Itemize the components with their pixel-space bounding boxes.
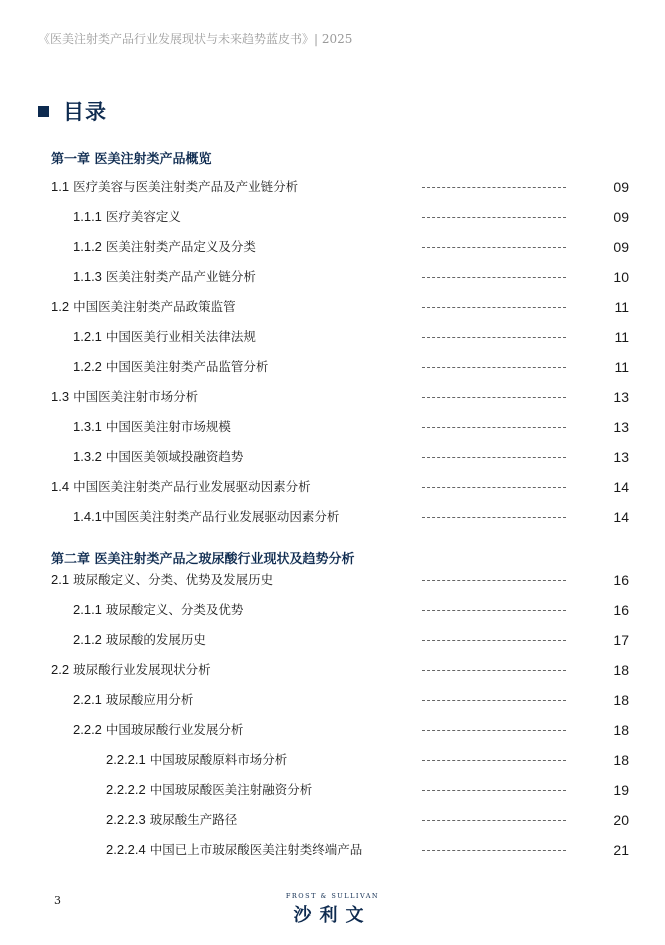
- entry-number: 1.2.2: [73, 359, 102, 374]
- entry-number: 2.2.2.4: [106, 842, 146, 857]
- toc-entry[interactable]: [0, 810, 665, 830]
- entry-page: 13: [613, 419, 629, 435]
- entry-label: 医疗美容定义: [105, 209, 181, 224]
- entry-label: 中国已上市玻尿酸医美注射类终端产品: [149, 842, 363, 857]
- toc-entry[interactable]: [0, 237, 665, 257]
- entry-number: 2.1.1: [73, 602, 102, 617]
- entry-page: 16: [613, 602, 629, 618]
- entry-label: 玻尿酸的发展历史: [105, 632, 206, 647]
- entry-number: 2.2.1: [73, 692, 102, 707]
- toc-entry[interactable]: [0, 327, 665, 347]
- toc-entry[interactable]: [0, 660, 665, 680]
- entry-number: 1.4: [51, 479, 70, 494]
- dot-leader: [422, 217, 566, 218]
- entry-page: 18: [613, 662, 629, 678]
- chapter-heading[interactable]: 第二章 医美注射类产品之玻尿酸行业现状及趋势分析: [51, 552, 355, 567]
- entry-label: 中国医美注射类产品行业发展驱动因素分析: [73, 479, 311, 494]
- entry-page: 11: [614, 329, 629, 345]
- dot-leader: [422, 760, 566, 761]
- dot-leader: [422, 730, 566, 731]
- entry-label: 医美注射类产品定义及分类: [105, 239, 256, 254]
- entry-number: 1.2.1: [73, 329, 102, 344]
- logo-chinese: 沙利文: [293, 905, 372, 926]
- toc-entry[interactable]: [0, 750, 665, 770]
- dot-leader: [422, 610, 566, 611]
- square-bullet-icon: [38, 106, 49, 117]
- entry-number: 1.3: [51, 389, 70, 404]
- toc-entry[interactable]: [0, 570, 665, 590]
- entry-page: 14: [613, 479, 629, 495]
- chapter-heading[interactable]: 第一章 医美注射类产品概览: [51, 152, 212, 167]
- entry-label: 中国玻尿酸行业发展分析: [105, 722, 244, 737]
- entry-number: 2.1.2: [73, 632, 102, 647]
- dot-leader: [422, 640, 566, 641]
- entry-page: 17: [613, 632, 629, 648]
- entry-label: 中国医美注射类产品监管分析: [105, 359, 269, 374]
- entry-page: 14: [613, 509, 629, 525]
- entry-label: 中国医美注射市场分析: [73, 389, 199, 404]
- toc-heading: [38, 96, 107, 126]
- entry-page: 18: [613, 722, 629, 738]
- toc-entry[interactable]: [0, 840, 665, 860]
- toc-title: 目录: [63, 100, 107, 124]
- toc-entry[interactable]: [0, 267, 665, 287]
- entry-label: 医疗美容与医美注射类产品及产业链分析: [73, 179, 299, 194]
- entry-page: 10: [613, 269, 629, 285]
- entry-number: 1.1.1: [73, 209, 102, 224]
- entry-page: 13: [613, 389, 629, 405]
- entry-number: 2.2.2.1: [106, 752, 146, 767]
- toc-entry[interactable]: [0, 177, 665, 197]
- dot-leader: [422, 850, 566, 851]
- entry-number: 2.2: [51, 662, 70, 677]
- dot-leader: [422, 487, 566, 488]
- entry-number: 2.1: [51, 572, 70, 587]
- logo-english: FROST & SULLIVAN: [285, 892, 380, 900]
- toc-entry[interactable]: [0, 207, 665, 227]
- entry-label: 玻尿酸应用分析: [105, 692, 194, 707]
- entry-label: 玻尿酸定义、分类及优势: [105, 602, 244, 617]
- toc-entry[interactable]: [0, 720, 665, 740]
- entry-page: 19: [613, 782, 629, 798]
- dot-leader: [422, 580, 566, 581]
- entry-number: 1.3.2: [73, 449, 102, 464]
- entry-page: 11: [614, 299, 629, 315]
- entry-number: 1.1.3: [73, 269, 102, 284]
- entry-number: 1.2: [51, 299, 70, 314]
- entry-label: 中国医美注射类产品行业发展驱动因素分析: [101, 509, 340, 524]
- entry-page: 21: [613, 842, 629, 858]
- toc-entry[interactable]: [0, 507, 665, 527]
- toc-entry[interactable]: [0, 690, 665, 710]
- entry-number: 1.1.2: [73, 239, 102, 254]
- dot-leader: [422, 700, 566, 701]
- entry-label: 中国医美行业相关法律法规: [105, 329, 256, 344]
- dot-leader: [422, 820, 566, 821]
- frost-sullivan-logo: [270, 892, 395, 927]
- entry-number: 1.4.1: [73, 509, 102, 524]
- entry-label: 中国玻尿酸医美注射融资分析: [149, 782, 313, 797]
- entry-number: 2.2.2.2: [106, 782, 146, 797]
- dot-leader: [422, 397, 566, 398]
- entry-page: 20: [613, 812, 629, 828]
- dot-leader: [422, 247, 566, 248]
- entry-page: 09: [613, 179, 629, 195]
- dot-leader: [422, 337, 566, 338]
- entry-number: 1.1: [51, 179, 70, 194]
- dot-leader: [422, 187, 566, 188]
- toc-entry[interactable]: [0, 630, 665, 650]
- entry-page: 13: [613, 449, 629, 465]
- toc-entry[interactable]: [0, 417, 665, 437]
- entry-label: 中国医美注射类产品政策监管: [73, 299, 236, 314]
- entry-number: 2.2.2: [73, 722, 102, 737]
- page-number: 3: [54, 894, 61, 907]
- dot-leader: [422, 427, 566, 428]
- toc-entry[interactable]: [0, 387, 665, 407]
- entry-label: 玻尿酸生产路径: [149, 812, 238, 827]
- toc-entry[interactable]: [0, 357, 665, 377]
- entry-label: 玻尿酸定义、分类、优势及发展历史: [73, 572, 274, 587]
- entry-number: 2.2.2.3: [106, 812, 146, 827]
- entry-page: 18: [613, 692, 629, 708]
- dot-leader: [422, 307, 566, 308]
- entry-label: 玻尿酸行业发展现状分析: [73, 662, 211, 677]
- entry-number: 1.3.1: [73, 419, 102, 434]
- entry-page: 09: [613, 209, 629, 225]
- entry-label: 中国玻尿酸原料市场分析: [149, 752, 288, 767]
- dot-leader: [422, 517, 566, 518]
- entry-label: 中国医美注射市场规模: [105, 419, 231, 434]
- toc-entry[interactable]: [0, 447, 665, 467]
- running-header: 《医美注射类产品行业发展现状与未来趋势蓝皮书》| 2025: [38, 32, 353, 46]
- entry-label: 医美注射类产品产业链分析: [105, 269, 256, 284]
- entry-page: 16: [613, 572, 629, 588]
- dot-leader: [422, 457, 566, 458]
- dot-leader: [422, 670, 566, 671]
- toc-entry[interactable]: [0, 297, 665, 317]
- entry-page: 11: [614, 359, 629, 375]
- dot-leader: [422, 367, 566, 368]
- toc-entry[interactable]: [0, 477, 665, 497]
- entry-label: 中国医美领域投融资趋势: [105, 449, 244, 464]
- dot-leader: [422, 277, 566, 278]
- toc-entry[interactable]: [0, 780, 665, 800]
- toc-entry[interactable]: [0, 600, 665, 620]
- dot-leader: [422, 790, 566, 791]
- entry-page: 09: [613, 239, 629, 255]
- entry-page: 18: [613, 752, 629, 768]
